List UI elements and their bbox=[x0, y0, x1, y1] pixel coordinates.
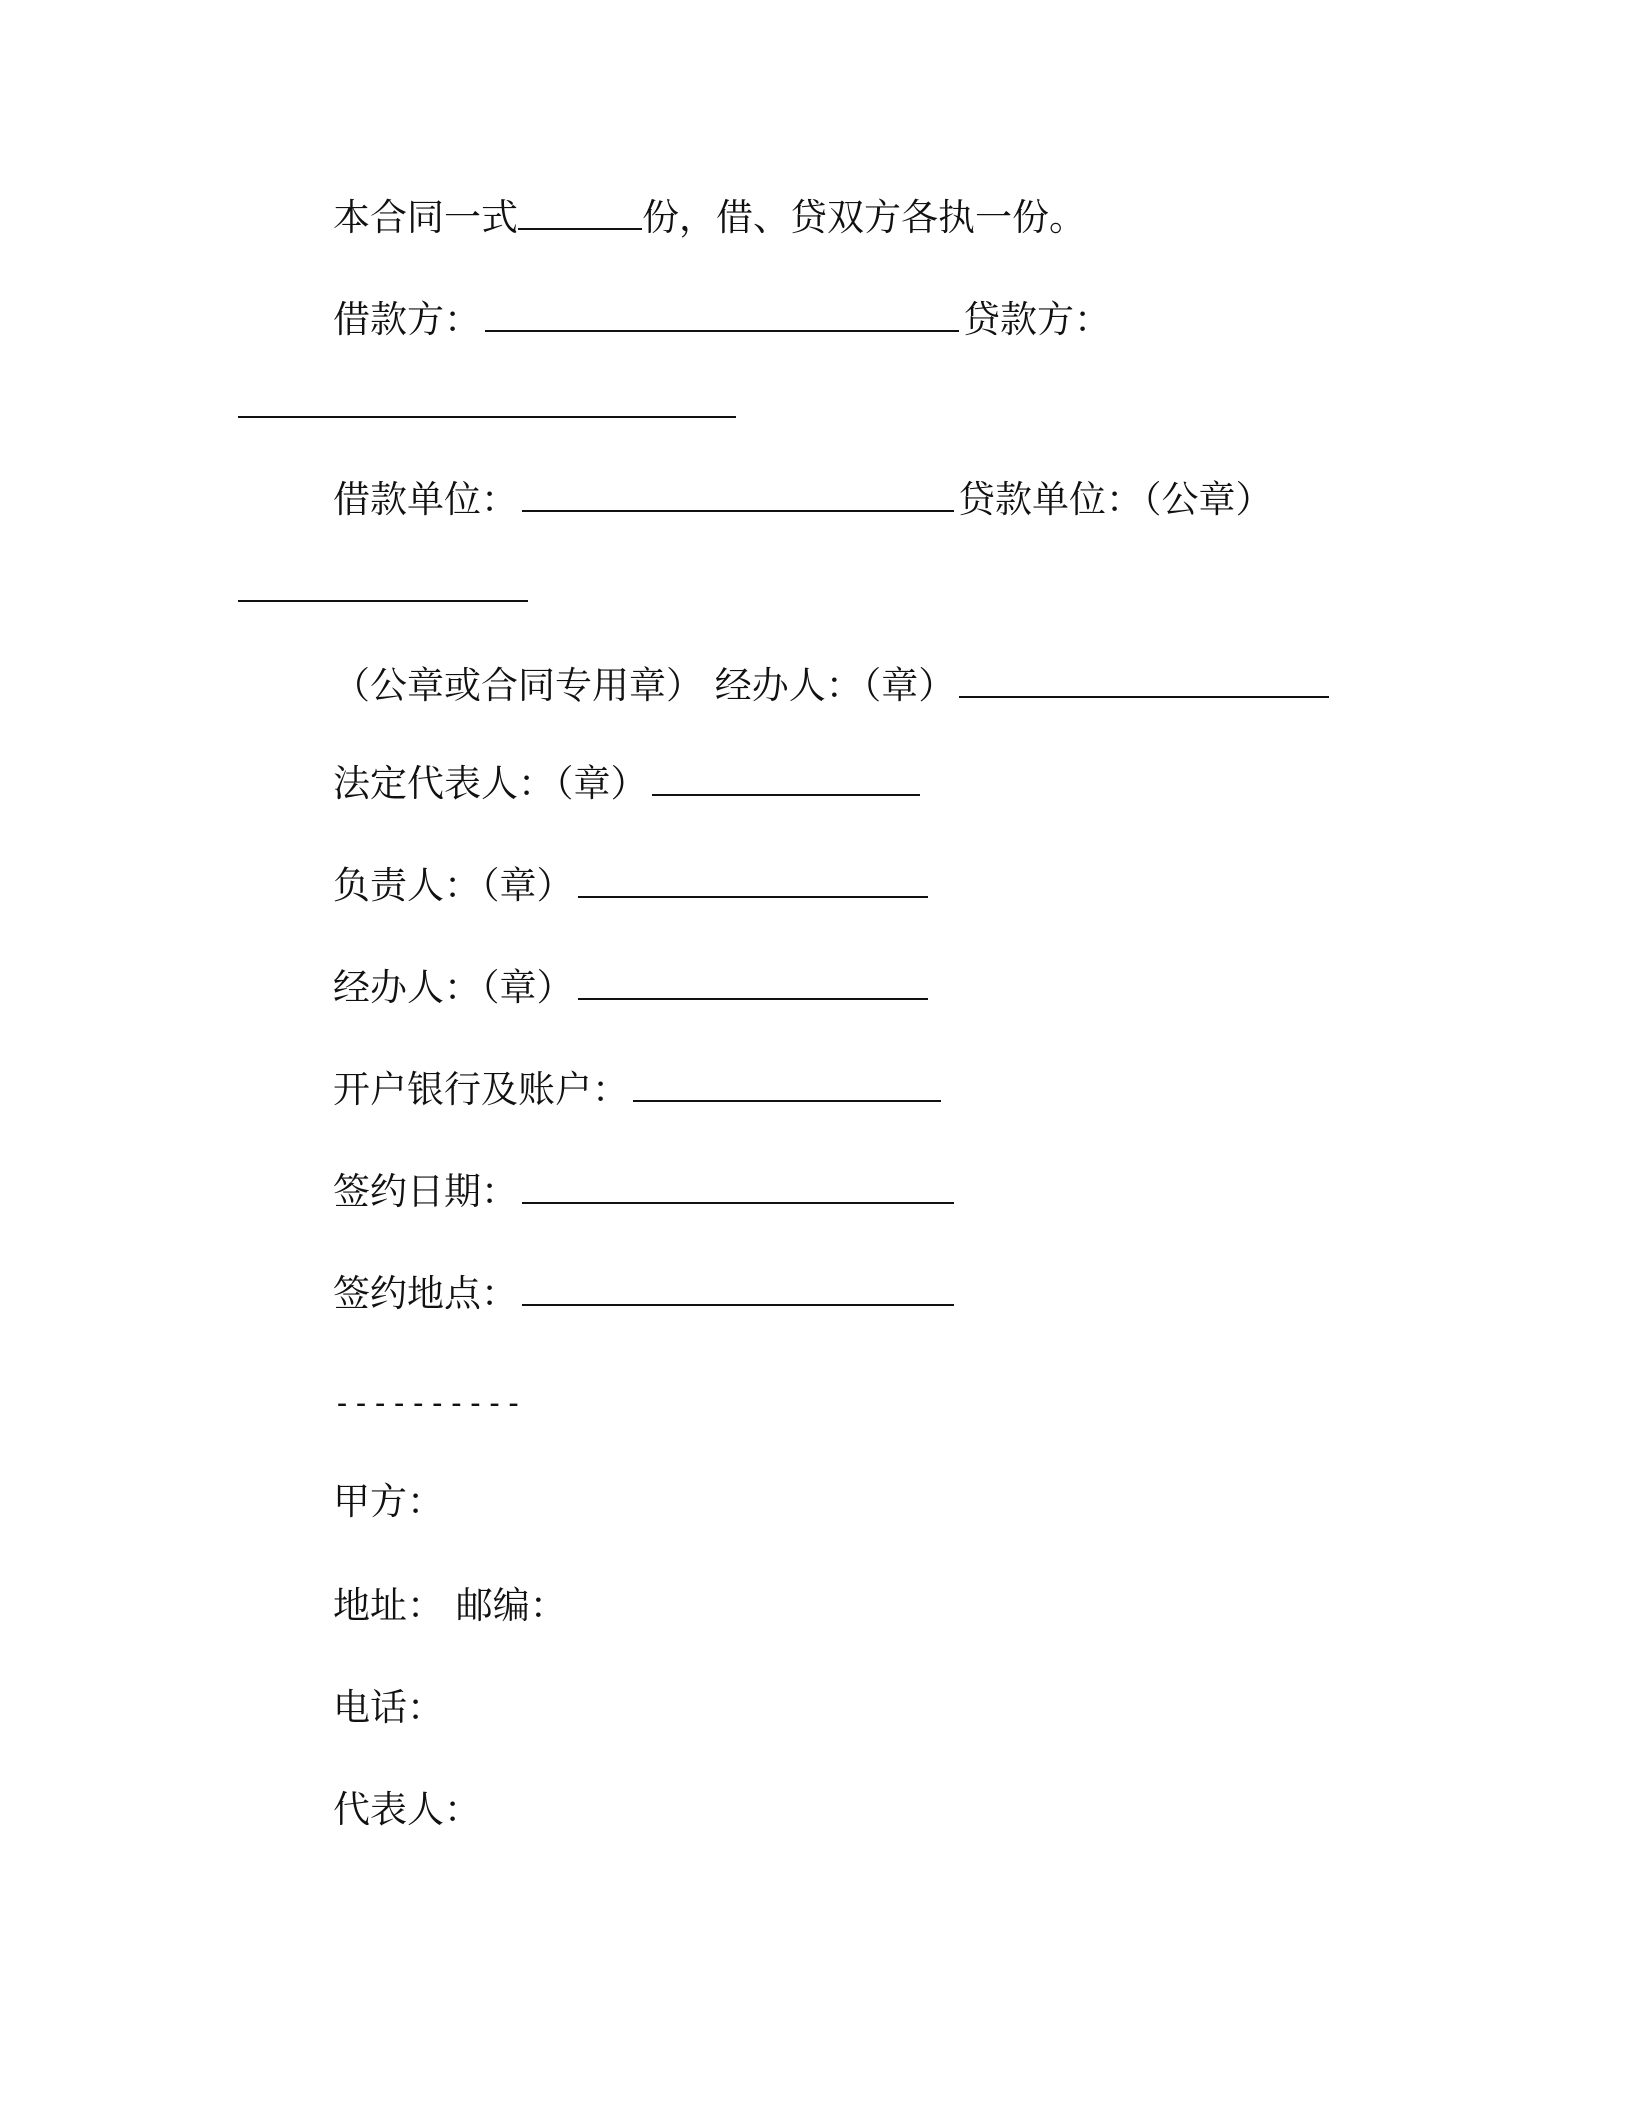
party-a-label: 甲方： bbox=[333, 1480, 444, 1523]
units-line bbox=[333, 478, 1273, 522]
party-a-representative: 代表人： bbox=[333, 1788, 481, 1831]
copies-line bbox=[333, 196, 1086, 240]
sign-place-blank[interactable] bbox=[522, 1274, 954, 1306]
responsible-blank[interactable] bbox=[578, 866, 928, 898]
legal-rep-line bbox=[333, 762, 924, 806]
lender-unit-blank[interactable] bbox=[238, 570, 528, 602]
sign-date-label: 签约日期： bbox=[333, 1170, 518, 1213]
seal-line bbox=[333, 664, 1333, 708]
lender-label: 贷款方： bbox=[963, 298, 1111, 341]
handler-label: 经办人：（章） bbox=[333, 966, 574, 1009]
lender-blank-line bbox=[238, 384, 740, 428]
handler-line bbox=[333, 966, 932, 1010]
sign-place-line bbox=[333, 1272, 958, 1316]
parties-line bbox=[333, 298, 1111, 342]
lender-unit-label: 贷款单位：（公章） bbox=[958, 478, 1273, 521]
borrower-unit-blank[interactable] bbox=[522, 480, 954, 512]
party-a-phone: 电话： bbox=[333, 1686, 444, 1729]
bank-label: 开户银行及账户： bbox=[333, 1068, 629, 1111]
party-a-address-zip: 地址： 邮编： bbox=[333, 1584, 567, 1627]
seal-handler-blank[interactable] bbox=[959, 666, 1329, 698]
lender-blank[interactable] bbox=[238, 386, 736, 418]
borrower-blank[interactable] bbox=[485, 300, 959, 332]
separator: ---------- bbox=[333, 1386, 524, 1421]
responsible-line bbox=[333, 864, 932, 908]
borrower-unit-label: 借款单位： bbox=[333, 478, 518, 521]
sign-date-blank[interactable] bbox=[522, 1172, 954, 1204]
seal-handler-label: 经办人：（章） bbox=[714, 664, 956, 707]
legal-rep-label: 法定代表人：（章） bbox=[333, 762, 648, 805]
seal-label: （公章或合同专用章） bbox=[333, 664, 703, 707]
bank-line bbox=[333, 1068, 945, 1112]
copies-blank[interactable] bbox=[518, 198, 642, 230]
copies-suffix: 份，借、贷双方各执一份。 bbox=[642, 196, 1086, 239]
sign-place-label: 签约地点： bbox=[333, 1272, 518, 1315]
lender-unit-blank-line bbox=[238, 568, 532, 612]
legal-rep-blank[interactable] bbox=[652, 764, 920, 796]
borrower-label: 借款方： bbox=[333, 298, 481, 341]
responsible-label: 负责人：（章） bbox=[333, 864, 574, 907]
sign-date-line bbox=[333, 1170, 958, 1214]
bank-blank[interactable] bbox=[633, 1070, 941, 1102]
copies-prefix: 本合同一式 bbox=[333, 196, 518, 239]
handler-blank[interactable] bbox=[578, 968, 928, 1000]
